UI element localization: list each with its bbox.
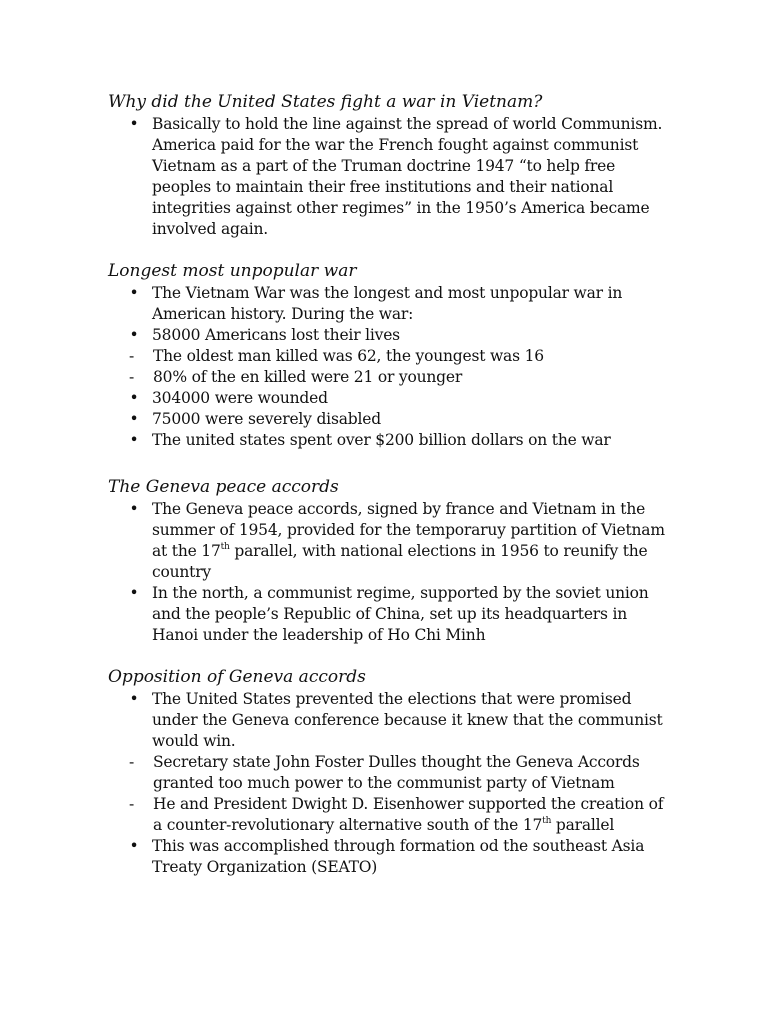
bullet-list <box>108 689 668 752</box>
sub-item-text: The oldest man killed was 62, the youngest was 16 <box>153 347 544 365</box>
bullet-icon: • <box>129 326 139 344</box>
bullet-list <box>108 499 668 646</box>
ordinal-suffix: th <box>542 815 552 826</box>
list-item <box>108 325 668 346</box>
dash-icon: - <box>129 753 135 771</box>
list-item-text: The Vietnam War was the longest and most unpopular war in American history. During the war: <box>152 284 623 323</box>
sub-list-item <box>108 367 668 388</box>
bullet-icon: • <box>129 389 139 407</box>
bullet-icon: • <box>129 410 139 428</box>
bullet-icon: • <box>129 584 139 602</box>
list-item <box>108 689 668 752</box>
list-item <box>108 283 668 325</box>
section-heading: Longest most unpopular war <box>108 261 357 281</box>
section-heading: Opposition of Geneva accords <box>108 667 366 687</box>
list-item <box>108 499 668 583</box>
section-heading: Why did the United States fight a war in Vietnam? <box>108 92 543 112</box>
section-longest-war <box>108 261 668 451</box>
list-item-text: In the north, a communist regime, supported by the soviet union and the people’s Republic of China, set up its headquarters in Hanoi under the leadership of Ho Chi Minh <box>152 584 649 644</box>
dash-icon: - <box>129 347 135 365</box>
section-heading: The Geneva peace accords <box>108 477 339 497</box>
list-item-text: 58000 Americans lost their lives <box>152 326 400 344</box>
list-item <box>108 836 668 878</box>
sub-list-item <box>108 794 668 836</box>
section-geneva-accords <box>108 477 668 646</box>
bullet-icon: • <box>129 690 139 708</box>
list-item-text: This was accomplished through formation od the southeast Asia Treaty Organization (SEATO) <box>152 837 645 876</box>
list-item <box>108 409 668 430</box>
sub-item-text: Secretary state John Foster Dulles thought the Geneva Accords granted too much power to the communist party of Vietnam <box>153 753 640 792</box>
dash-icon: - <box>129 795 135 813</box>
bullet-icon: • <box>129 837 139 855</box>
sub-list-item <box>108 346 668 367</box>
sub-list <box>108 752 668 836</box>
bullet-icon: • <box>129 284 139 302</box>
bullet-list <box>108 836 668 878</box>
text-part: The Geneva peace accords, signed by france and Vietnam in the summer of 1954, provided for the temporaruy partition of Vietnam at the 17 <box>152 500 665 560</box>
section-why-vietnam <box>108 92 668 240</box>
list-item-text: The United States prevented the elections that were promised under the Geneva conference because it knew that the communist would win. <box>152 690 663 750</box>
list-item <box>108 430 668 451</box>
text-part: He and President Dwight D. Eisenhower supported the creation of a counter-revolutionary alternative south of the 17 <box>153 795 664 834</box>
list-item-text: The united states spent over $200 billion dollars on the war <box>152 431 611 449</box>
list-item-text: 75000 were severely disabled <box>152 410 381 428</box>
section-opposition-geneva <box>108 667 668 878</box>
sub-list-item <box>108 752 668 794</box>
text-part: parallel, with national elections in 1956 to reunify the country <box>152 542 648 581</box>
bullet-icon: • <box>129 115 139 133</box>
text-part: parallel <box>551 816 615 834</box>
dash-icon: - <box>129 368 135 386</box>
bullet-icon: • <box>129 431 139 449</box>
bullet-icon: • <box>129 500 139 518</box>
sub-item-text <box>153 795 663 834</box>
bullet-list <box>108 283 668 346</box>
list-item-text <box>152 500 665 581</box>
list-item <box>108 583 668 646</box>
sub-item-text: 80% of the en killed were 21 or younger <box>153 368 463 386</box>
list-item-text: 304000 were wounded <box>152 389 328 407</box>
sub-list <box>108 346 668 388</box>
bullet-list <box>108 388 668 451</box>
list-item-text: Basically to hold the line against the spread of world Communism. America paid for the war the French fought against communist Vietnam as a part of the Truman doctrine 1947 “to help free peoples to maintain their free institutions and their national integrities against other regimes” in the 1950’s America became involved again. <box>152 115 663 238</box>
ordinal-suffix: th <box>220 541 230 552</box>
list-item <box>108 114 668 240</box>
list-item <box>108 388 668 409</box>
bullet-list <box>108 114 668 240</box>
